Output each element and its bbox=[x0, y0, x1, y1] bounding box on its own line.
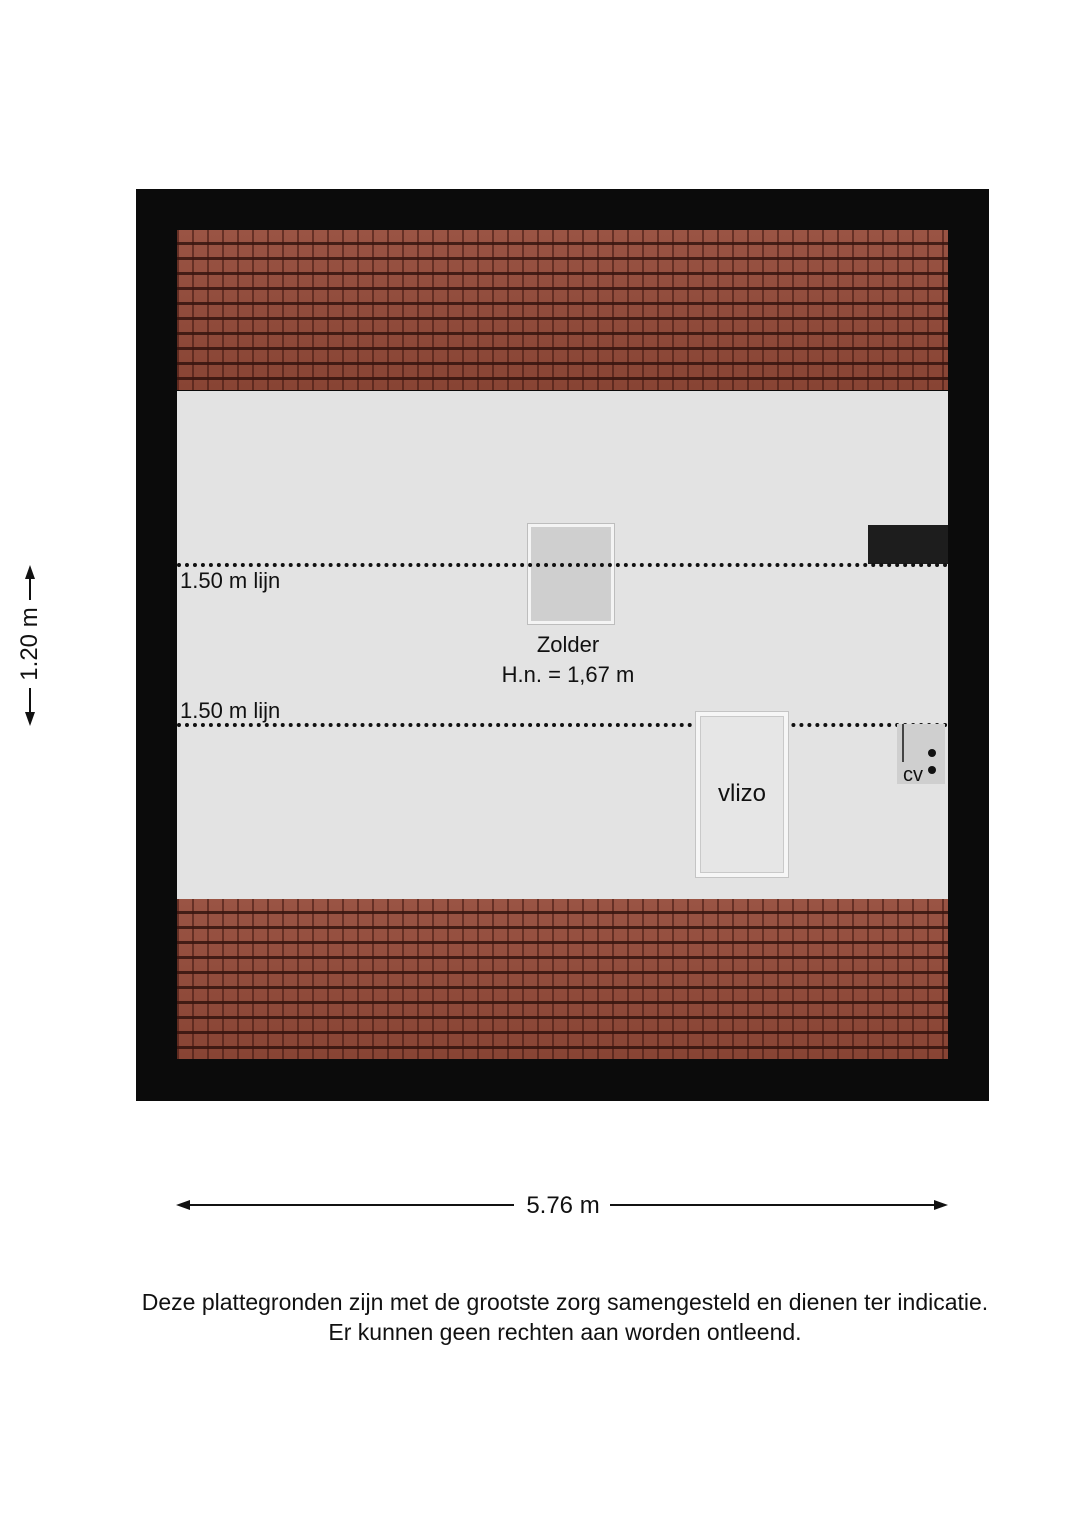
chimney bbox=[868, 525, 948, 564]
roof-tiles-top bbox=[177, 230, 948, 390]
arrow-down-icon bbox=[25, 712, 35, 726]
attic-hatch-label: vlizo bbox=[717, 780, 766, 807]
width-dimension-line bbox=[610, 1204, 936, 1206]
width-dimension-line bbox=[188, 1204, 514, 1206]
roof-tiles-bottom bbox=[177, 899, 948, 1059]
height-line-lower-label: 1.50 m lijn bbox=[180, 698, 281, 723]
room-height-note: H.n. = 1,67 m bbox=[501, 662, 635, 687]
disclaimer-line-2: Er kunnen geen rechten aan worden ontleend. bbox=[328, 1319, 802, 1345]
width-dimension-label: 5.76 m bbox=[526, 1192, 600, 1219]
boiler-connector-icon bbox=[928, 749, 936, 757]
boiler-label: cv bbox=[903, 764, 923, 786]
depth-dimension-line bbox=[29, 688, 31, 714]
boiler-pipe bbox=[902, 724, 904, 762]
height-line-upper bbox=[177, 563, 948, 567]
boiler-connector-icon bbox=[928, 766, 936, 774]
arrow-right-icon bbox=[934, 1200, 948, 1210]
height-line-lower bbox=[177, 723, 948, 727]
height-line-upper-label: 1.50 m lijn bbox=[180, 568, 281, 593]
skylight bbox=[528, 524, 614, 624]
depth-dimension-label: 1.20 m bbox=[16, 607, 43, 681]
room-name: Zolder bbox=[536, 632, 600, 657]
disclaimer-line-1: Deze plattegronden zijn met de grootste zorg samengesteld en dienen ter indicatie. bbox=[141, 1289, 989, 1315]
arrow-up-icon bbox=[25, 565, 35, 579]
